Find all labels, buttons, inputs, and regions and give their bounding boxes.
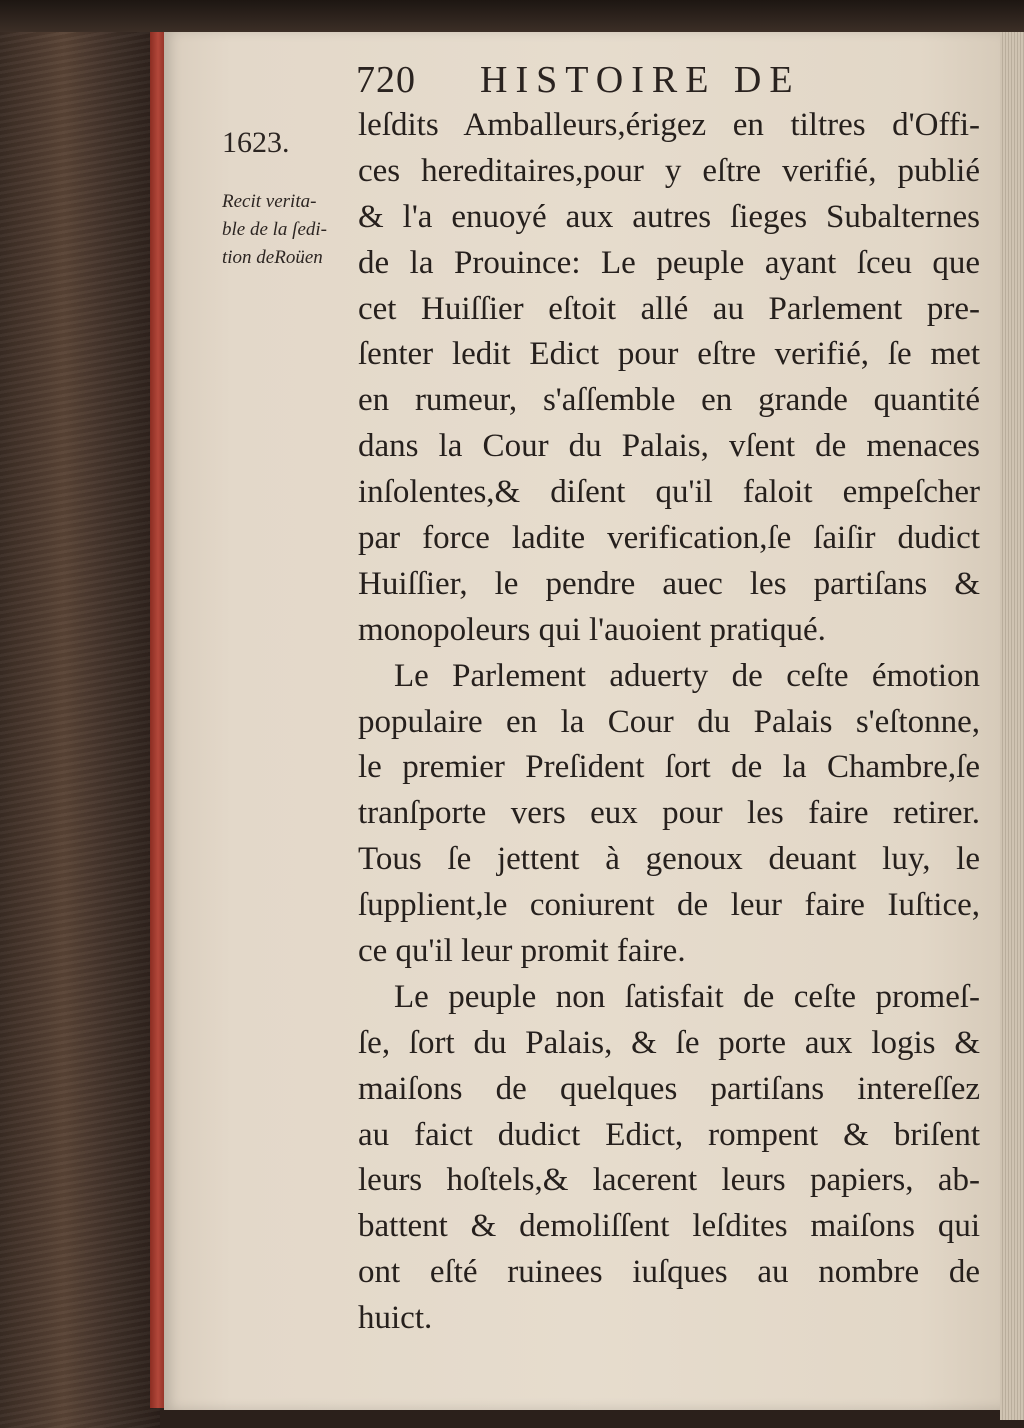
text-line: de la Prouince: Le peuple ayant ſceu que <box>358 244 980 281</box>
margin-note-line: tion deRoüen <box>222 247 323 268</box>
text-line: Le Parlement aduerty de ceſte émotion <box>394 657 980 694</box>
text-line: Tous ſe jettent à genoux deuant luy, le <box>358 841 980 878</box>
text-line: Huiſſier, le pendre auec les partiſans & <box>358 565 980 602</box>
text-line: battent & demoliſſent leſdites maiſons qui <box>358 1208 980 1245</box>
text-line: ſupplient,le coniurent de leur faire Iuſtice, <box>358 887 980 924</box>
text-line: inſolentes,& diſent qu'il faloit empeſcher <box>358 474 980 511</box>
top-shadow <box>0 0 1024 32</box>
text-line: ces hereditaires,pour y eſtre verifié, publié <box>358 152 980 189</box>
text-line: tranſporte vers eux pour les faire retirer. <box>358 795 980 832</box>
body-text <box>358 103 980 1342</box>
text-line: le premier Preſident ſort de la Chambre,ſe <box>358 749 980 786</box>
text-line: leurs hoſtels,& lacerent leurs papiers, ab- <box>358 1162 980 1199</box>
margin-note-line: Recit verita- <box>222 191 317 212</box>
text-line: monopoleurs qui l'auoient pratiqué. <box>358 611 826 648</box>
page-stack-edge <box>1000 20 1024 1420</box>
text-line: dans la Cour du Palais, vſent de menaces <box>358 428 980 465</box>
text-line: & l'a enuoyé aux autres ſieges Subalternes <box>358 198 980 235</box>
running-head <box>356 58 801 102</box>
margin-year: 1623. <box>222 126 290 159</box>
running-title: HISTOIRE DE <box>480 59 801 101</box>
text-line: ce qu'il leur promit faire. <box>358 933 686 970</box>
text-line: par force ladite verification,ſe ſaiſir dudict <box>358 520 980 557</box>
text-line: maiſons de quelques partiſans intereſſez <box>358 1070 980 1107</box>
text-line: ont eſté ruinees iuſques au nombre de <box>358 1254 980 1291</box>
margin-note <box>222 188 358 272</box>
text-line: ſe, ſort du Palais, & ſe porte aux logis & <box>358 1024 980 1061</box>
text-line: huict. <box>358 1300 433 1337</box>
text-line: ſenter ledit Edict pour eſtre verifié, ſe met <box>358 336 980 373</box>
text-line: Le peuple non ſatisfait de ceſte promeſ- <box>394 978 980 1015</box>
book-cover <box>0 0 160 1428</box>
text-line: au faict dudict Edict, rompent & briſent <box>358 1116 980 1153</box>
text-line: cet Huiſſier eſtoit allé au Parlement pre- <box>358 290 980 327</box>
margin-note-line: ble de la ſedi- <box>222 219 327 240</box>
text-line: en rumeur, s'aſſemble en grande quantité <box>358 382 980 419</box>
text-line: populaire en la Cour du Palais s'eſtonne, <box>358 703 980 740</box>
page-number: 720 <box>356 59 416 101</box>
text-line: leſdits Amballeurs,érigez en tiltres d'Offi- <box>358 107 980 143</box>
